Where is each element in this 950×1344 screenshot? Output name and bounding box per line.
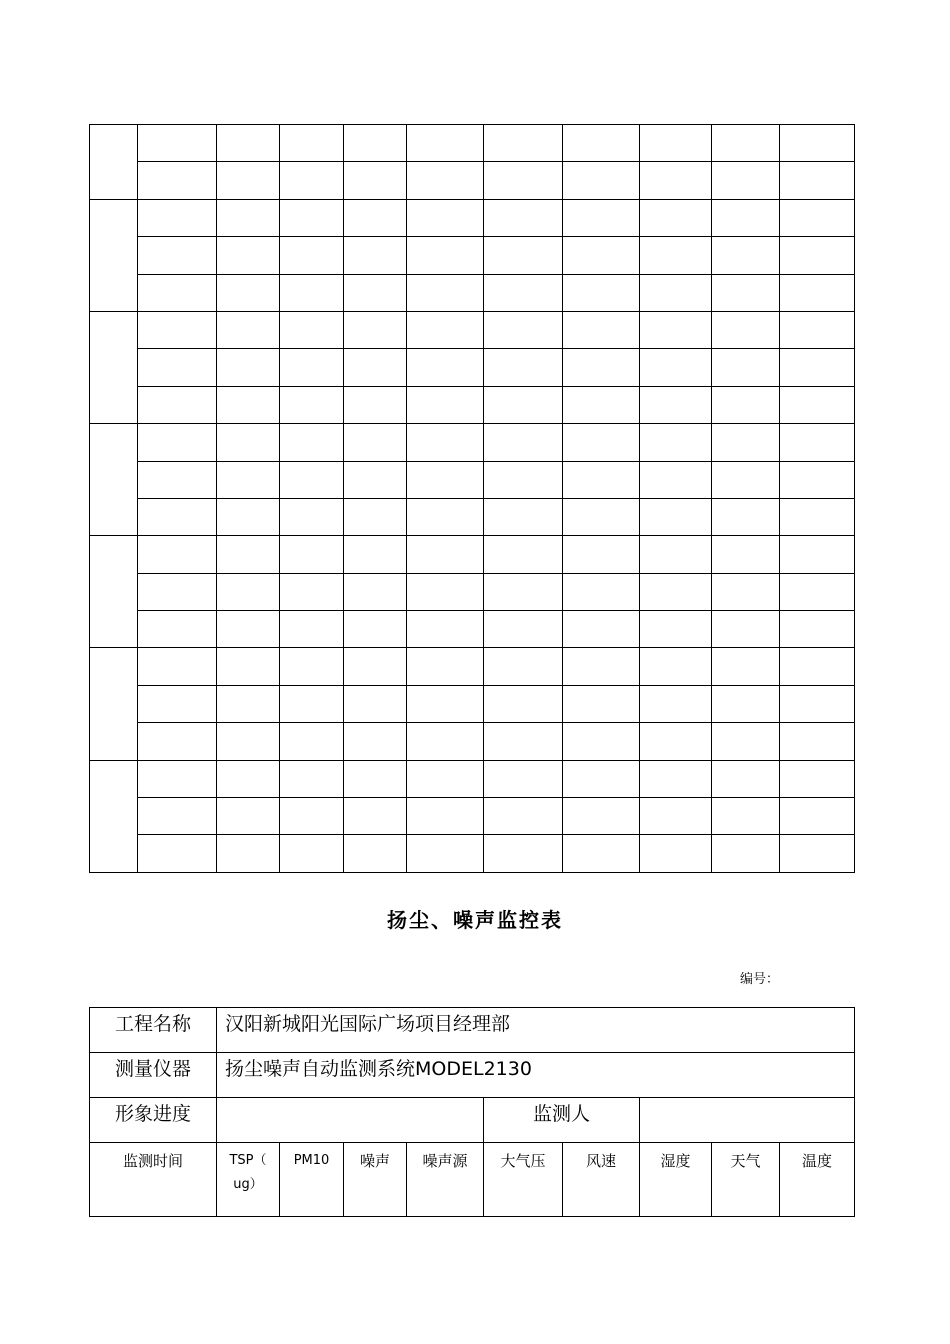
table-cell — [344, 311, 407, 348]
page-title: 扬尘、噪声监控表 — [387, 908, 563, 932]
table-cell — [563, 349, 640, 386]
col-header-noise: 噪声 — [344, 1143, 407, 1217]
table-cell — [217, 573, 280, 610]
col-header-pm10: PM10 — [280, 1143, 344, 1217]
table-cell — [780, 498, 855, 535]
table-cell — [563, 274, 640, 311]
table-cell — [640, 498, 712, 535]
col-header-tsp-line2: ug） — [233, 1177, 263, 1192]
table-cell — [563, 199, 640, 236]
table-cell — [484, 835, 563, 872]
table-cell — [563, 237, 640, 274]
table-cell — [640, 723, 712, 760]
table-cell — [217, 536, 280, 573]
table-cell — [484, 162, 563, 199]
table-cell — [640, 424, 712, 461]
table-cell — [712, 760, 780, 797]
table-cell — [280, 498, 344, 535]
table-cell — [280, 162, 344, 199]
project-name-row — [90, 1008, 855, 1053]
col-header-humidity: 湿度 — [640, 1143, 712, 1217]
table-cell — [407, 311, 484, 348]
table-cell — [217, 237, 280, 274]
col-header-noise-source: 噪声源 — [407, 1143, 484, 1217]
project-name-label: 工程名称 — [90, 1008, 217, 1053]
table-cell — [640, 237, 712, 274]
table-cell — [344, 199, 407, 236]
table-cell — [484, 349, 563, 386]
table-cell — [280, 349, 344, 386]
table-cell — [138, 536, 217, 573]
table-cell — [280, 125, 344, 162]
table-cell — [138, 349, 217, 386]
progress-label: 形象进度 — [90, 1098, 217, 1143]
table-cell — [640, 685, 712, 722]
table-cell — [780, 424, 855, 461]
table-cell — [138, 386, 217, 423]
table-cell — [712, 723, 780, 760]
table-cell — [712, 424, 780, 461]
col-header-tsp — [217, 1143, 280, 1217]
grid-body — [90, 125, 855, 873]
table-cell — [640, 274, 712, 311]
table-cell — [407, 648, 484, 685]
table-cell — [484, 573, 563, 610]
table-cell — [138, 424, 217, 461]
table-cell — [407, 199, 484, 236]
table-cell — [217, 125, 280, 162]
table-cell — [712, 536, 780, 573]
table-cell — [712, 611, 780, 648]
table-cell — [217, 199, 280, 236]
table-cell — [344, 648, 407, 685]
table-cell — [712, 498, 780, 535]
table-row — [90, 536, 855, 573]
monitoring-record-grid — [89, 124, 855, 873]
table-cell — [780, 311, 855, 348]
table-cell — [712, 648, 780, 685]
table-cell — [563, 798, 640, 835]
table-cell — [217, 162, 280, 199]
table-row — [90, 311, 855, 348]
table-cell — [407, 125, 484, 162]
table-cell — [138, 611, 217, 648]
table-row — [90, 386, 855, 423]
date-group-cell — [90, 125, 138, 200]
col-header-temperature: 温度 — [780, 1143, 855, 1217]
table-row — [90, 835, 855, 872]
table-cell — [484, 798, 563, 835]
table-cell — [280, 311, 344, 348]
table-cell — [712, 386, 780, 423]
table-cell — [640, 835, 712, 872]
table-cell — [484, 648, 563, 685]
table-cell — [407, 162, 484, 199]
table-cell — [780, 798, 855, 835]
table-cell — [344, 536, 407, 573]
table-cell — [563, 573, 640, 610]
table-cell — [280, 274, 344, 311]
table-cell — [712, 274, 780, 311]
table-cell — [640, 199, 712, 236]
table-cell — [280, 648, 344, 685]
table-cell — [780, 461, 855, 498]
table-cell — [563, 835, 640, 872]
table-row — [90, 760, 855, 797]
table-cell — [640, 162, 712, 199]
table-cell — [344, 125, 407, 162]
table-cell — [280, 760, 344, 797]
table-cell — [484, 611, 563, 648]
table-cell — [217, 611, 280, 648]
table-cell — [484, 536, 563, 573]
table-cell — [138, 237, 217, 274]
table-cell — [780, 199, 855, 236]
table-cell — [563, 311, 640, 348]
col-header-weather: 天气 — [712, 1143, 780, 1217]
table-cell — [712, 349, 780, 386]
table-cell — [280, 573, 344, 610]
table-cell — [407, 611, 484, 648]
table-cell — [484, 461, 563, 498]
table-cell — [217, 498, 280, 535]
table-row — [90, 573, 855, 610]
table-row — [90, 349, 855, 386]
table-cell — [280, 424, 344, 461]
project-name-value: 汉阳新城阳光国际广场项目经理部 — [217, 1008, 855, 1053]
table-cell — [344, 798, 407, 835]
table-cell — [780, 573, 855, 610]
col-header-wind: 风速 — [563, 1143, 640, 1217]
table-cell — [138, 498, 217, 535]
table-cell — [217, 461, 280, 498]
table-cell — [640, 349, 712, 386]
table-cell — [344, 835, 407, 872]
table-cell — [563, 536, 640, 573]
table-cell — [640, 536, 712, 573]
table-cell — [217, 274, 280, 311]
table-cell — [280, 611, 344, 648]
table-cell — [484, 274, 563, 311]
table-cell — [563, 648, 640, 685]
table-cell — [563, 760, 640, 797]
table-cell — [712, 199, 780, 236]
table-cell — [712, 237, 780, 274]
table-row — [90, 685, 855, 722]
table-cell — [407, 835, 484, 872]
table-cell — [484, 386, 563, 423]
table-cell — [640, 648, 712, 685]
table-cell — [217, 760, 280, 797]
table-cell — [484, 760, 563, 797]
table-cell — [640, 311, 712, 348]
table-row — [90, 274, 855, 311]
table-cell — [712, 835, 780, 872]
date-group-cell — [90, 424, 138, 536]
table-cell — [344, 461, 407, 498]
table-cell — [280, 835, 344, 872]
table-cell — [407, 798, 484, 835]
table-cell — [280, 723, 344, 760]
table-cell — [138, 723, 217, 760]
table-row — [90, 199, 855, 236]
instrument-row — [90, 1053, 855, 1098]
col-header-time: 监测时间 — [90, 1143, 217, 1217]
table-cell — [712, 573, 780, 610]
table-cell — [344, 573, 407, 610]
table-cell — [280, 536, 344, 573]
table-row — [90, 648, 855, 685]
table-cell — [712, 461, 780, 498]
table-cell — [217, 798, 280, 835]
table-cell — [484, 498, 563, 535]
table-cell — [217, 835, 280, 872]
table-cell — [344, 386, 407, 423]
table-cell — [563, 125, 640, 162]
table-cell — [217, 424, 280, 461]
date-group-cell — [90, 536, 138, 648]
table-cell — [780, 237, 855, 274]
table-cell — [484, 685, 563, 722]
table-cell — [344, 424, 407, 461]
table-cell — [640, 611, 712, 648]
table-cell — [780, 386, 855, 423]
table-row — [90, 424, 855, 461]
table-cell — [780, 685, 855, 722]
table-cell — [407, 498, 484, 535]
table-cell — [484, 125, 563, 162]
table-cell — [407, 349, 484, 386]
table-cell — [217, 386, 280, 423]
table-cell — [640, 461, 712, 498]
monitor-person-value — [640, 1098, 855, 1143]
table-cell — [138, 573, 217, 610]
table-cell — [640, 798, 712, 835]
table-cell — [407, 573, 484, 610]
table-cell — [780, 274, 855, 311]
table-cell — [138, 199, 217, 236]
table-cell — [138, 648, 217, 685]
table-cell — [344, 611, 407, 648]
instrument-value: 扬尘噪声自动监测系统MODEL2130 — [217, 1053, 855, 1098]
table-row — [90, 461, 855, 498]
table-cell — [712, 125, 780, 162]
table-cell — [780, 536, 855, 573]
table-cell — [780, 611, 855, 648]
table-cell — [712, 311, 780, 348]
table-cell — [407, 723, 484, 760]
col-header-pressure: 大气压 — [484, 1143, 563, 1217]
table-cell — [407, 685, 484, 722]
table-cell — [217, 648, 280, 685]
table-cell — [217, 723, 280, 760]
table-cell — [280, 386, 344, 423]
table-cell — [407, 386, 484, 423]
progress-value — [217, 1098, 484, 1143]
table-cell — [563, 611, 640, 648]
table-cell — [407, 274, 484, 311]
table-cell — [484, 311, 563, 348]
table-cell — [280, 237, 344, 274]
table-cell — [280, 685, 344, 722]
project-info-table — [89, 1007, 855, 1217]
table-cell — [138, 162, 217, 199]
table-cell — [217, 311, 280, 348]
table-cell — [563, 723, 640, 760]
table-cell — [344, 498, 407, 535]
table-cell — [484, 199, 563, 236]
table-cell — [407, 536, 484, 573]
table-cell — [280, 199, 344, 236]
table-row — [90, 162, 855, 199]
table-cell — [138, 760, 217, 797]
table-cell — [138, 798, 217, 835]
table-cell — [138, 461, 217, 498]
table-cell — [138, 274, 217, 311]
serial-number-label: 编号： — [740, 972, 780, 987]
table-cell — [780, 648, 855, 685]
table-cell — [138, 835, 217, 872]
table-row — [90, 237, 855, 274]
table-cell — [407, 461, 484, 498]
date-group-cell — [90, 648, 138, 760]
table-cell — [563, 424, 640, 461]
table-cell — [563, 162, 640, 199]
table-cell — [640, 573, 712, 610]
col-header-tsp-line1: TSP（ — [229, 1153, 267, 1168]
table-cell — [780, 835, 855, 872]
table-cell — [344, 162, 407, 199]
table-cell — [563, 461, 640, 498]
table-cell — [344, 237, 407, 274]
table-cell — [138, 685, 217, 722]
table-cell — [712, 685, 780, 722]
table-cell — [217, 349, 280, 386]
table-cell — [484, 237, 563, 274]
instrument-label: 测量仪器 — [90, 1053, 217, 1098]
table-cell — [344, 274, 407, 311]
table-cell — [344, 723, 407, 760]
table-cell — [407, 760, 484, 797]
table-cell — [640, 760, 712, 797]
table-cell — [563, 386, 640, 423]
table-cell — [407, 237, 484, 274]
table-cell — [138, 125, 217, 162]
monitor-person-label: 监测人 — [484, 1098, 640, 1143]
table-cell — [344, 685, 407, 722]
table-cell — [280, 798, 344, 835]
table-cell — [712, 162, 780, 199]
table-cell — [280, 461, 344, 498]
table-cell — [484, 424, 563, 461]
progress-row — [90, 1098, 855, 1143]
table-row — [90, 498, 855, 535]
table-row — [90, 723, 855, 760]
table-cell — [563, 685, 640, 722]
table-cell — [712, 798, 780, 835]
table-cell — [484, 723, 563, 760]
table-cell — [407, 424, 484, 461]
table-cell — [640, 386, 712, 423]
table-cell — [780, 125, 855, 162]
table-cell — [563, 498, 640, 535]
table-cell — [780, 162, 855, 199]
table-cell — [640, 125, 712, 162]
table-row — [90, 125, 855, 162]
date-group-cell — [90, 311, 138, 423]
table-cell — [780, 349, 855, 386]
date-group-cell — [90, 760, 138, 872]
column-header-row — [90, 1143, 855, 1217]
table-cell — [344, 760, 407, 797]
table-row — [90, 798, 855, 835]
table-cell — [780, 760, 855, 797]
table-cell — [217, 685, 280, 722]
table-cell — [344, 349, 407, 386]
table-cell — [138, 311, 217, 348]
table-row — [90, 611, 855, 648]
table-cell — [780, 723, 855, 760]
date-group-cell — [90, 199, 138, 311]
